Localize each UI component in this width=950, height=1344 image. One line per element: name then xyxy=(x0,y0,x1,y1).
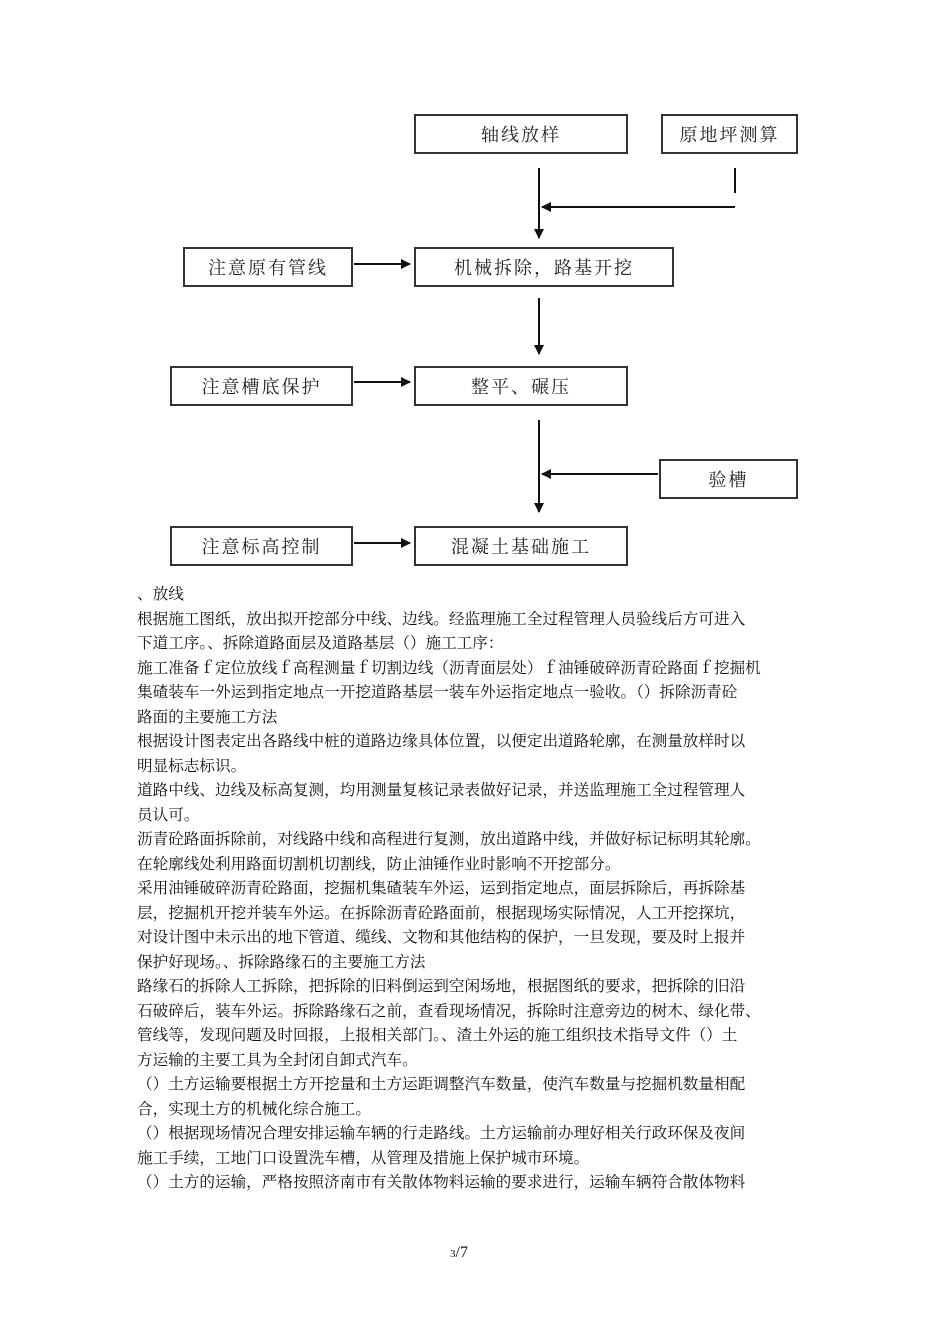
body-line: 对设计图中未示出的地下管道、缆线、文物和其他结构的保护，一旦发现，要及时上报并 xyxy=(137,928,746,946)
body-line: 在轮廓线处利用路面切割机切割线，防止油锤作业时影响不开挖部分。 xyxy=(137,854,621,873)
body-line: 沥青砼路面拆除前，对线路中线和高程进行复测，放出道路中线，并做好标记标明其轮廓。 xyxy=(137,830,761,848)
flow-box-trench-inspection: 验槽 xyxy=(659,459,798,499)
body-line: 道路中线、边线及标高复测，均用测量复核记录表做好记录，并送监理施工全过程管理人 xyxy=(137,781,746,799)
flow-box-pipeline-note: 注意原有管线 xyxy=(183,247,353,287)
body-line: 石破碎后，装车外运。拆除路缘石之前，查看现场情况，拆除时注意旁边的树木、绿化带、 xyxy=(137,1001,761,1020)
body-text xyxy=(137,582,827,1195)
body-line: 根据设计图表定出各路线中桩的道路边缘具体位置，以便定出道路轮廓，在测量放样时以 xyxy=(137,732,746,750)
body-line: 根据施工图纸，放出拟开挖部分中线、边线。经监理施工全过程管理人员验线后方可进入 xyxy=(137,609,746,628)
body-line: （）根据现场情况合理安排运输车辆的行走路线。土方运输前办理好相关行政环保及夜间 xyxy=(137,1124,746,1142)
flow-box-axis-layout: 轴线放样 xyxy=(414,114,628,154)
flow-box-trench-bottom-note: 注意槽底保护 xyxy=(170,366,353,406)
page-current: 3 xyxy=(450,1248,456,1260)
flow-box-ground-survey: 原地坪测算 xyxy=(661,114,798,154)
body-line: 层，挖掘机开挖并装车外运。在拆除沥青砼路面前，根据现场实际情况，人工开挖探坑， xyxy=(137,903,746,922)
body-line: 员认可。 xyxy=(137,805,200,824)
body-line: 下道工序。、拆除道路面层及道路基层（）施工工序： xyxy=(137,634,504,652)
body-line: 明显标志标识。 xyxy=(137,756,247,775)
body-line: 、放线 xyxy=(137,585,184,603)
body-line: 施工手续，工地门口设置洗车槽，从管理及措施上保护城市环境。 xyxy=(137,1148,590,1167)
body-line: （）土方的运输，严格按照济南市有关散体物料运输的要求进行，运输车辆符合散体物料 xyxy=(137,1173,746,1191)
body-line: 路面的主要施工方法 xyxy=(137,707,278,726)
flow-box-elevation-note: 注意标高控制 xyxy=(170,526,353,566)
body-line: （）土方运输要根据土方开挖量和土方运距调整汽车数量，使汽车数量与挖掘机数量相配 xyxy=(137,1075,746,1093)
body-line: 施工准备ｆ定位放线ｆ高程测量ｆ切割边线（沥青面层处）ｆ油锤破碎沥青砼路面ｆ挖掘机 xyxy=(137,658,761,677)
flow-box-demolition-excavation: 机械拆除，路基开挖 xyxy=(414,247,674,287)
page-total: /7 xyxy=(455,1244,468,1261)
page-number xyxy=(0,1244,918,1262)
body-line: 保护好现场。、拆除路缘石的主要施工方法 xyxy=(137,952,426,971)
body-line: 集碴装车一外运到指定地点一开挖道路基层一装车外运指定地点一验收。（）拆除沥青砼 xyxy=(137,683,738,701)
body-line: 合，实现土方的机械化综合施工。 xyxy=(137,1099,371,1118)
body-line: 方运输的主要工具为全封闭自卸式汽车。 xyxy=(137,1050,418,1069)
body-line: 路缘石的拆除人工拆除，把拆除的旧料倒运到空闲场地，根据图纸的要求，把拆除的旧沿 xyxy=(137,977,746,995)
flow-box-concrete-foundation: 混凝土基础施工 xyxy=(414,526,628,566)
body-line: 采用油锤破碎沥青砼路面，挖掘机集碴装车外运，运到指定地点，面层拆除后，再拆除基 xyxy=(137,879,746,897)
body-line: 管线等，发现问题及时回报，上报相关部门。、渣土外运的施工组织技术指导文件（）土 xyxy=(137,1026,738,1044)
flowchart-connectors xyxy=(0,0,950,600)
flow-box-leveling-rolling: 整平、碾压 xyxy=(414,366,628,406)
